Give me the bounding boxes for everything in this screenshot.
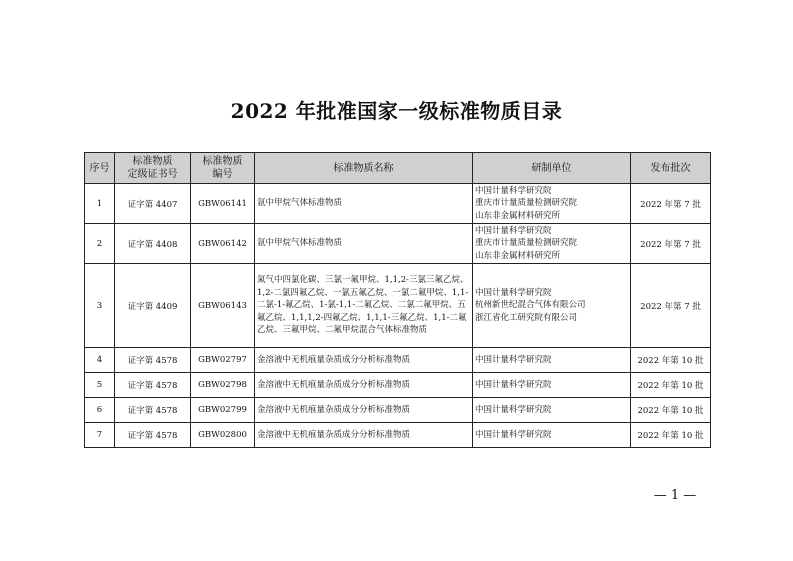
cell-developer xyxy=(473,423,631,448)
cell-developer xyxy=(473,224,631,264)
cell-certificate-no: 证字第 4408 xyxy=(115,224,191,264)
cell-material-name: 氩中甲烷气体标准物质 xyxy=(255,184,473,224)
table-row xyxy=(85,373,711,398)
cell-material-name: 金溶液中无机痕量杂质成分分析标准物质 xyxy=(255,348,473,373)
cell-material-name: 金溶液中无机痕量杂质成分分析标准物质 xyxy=(255,423,473,448)
header-certificate-no: 标准物质 定级证书号 xyxy=(115,153,191,184)
cell-serial-no: 4 xyxy=(85,348,115,373)
developer-name: 重庆市计量质量检测研究院 xyxy=(475,238,578,249)
table-row xyxy=(85,348,711,373)
cell-material-code: GBW02799 xyxy=(191,398,255,423)
developer-name: 浙江省化工研究院有限公司 xyxy=(475,312,578,323)
cell-material-code: GBW06143 xyxy=(191,264,255,348)
cell-batch: 2022 年第 10 批 xyxy=(631,423,711,448)
page-number: — 1 — xyxy=(653,488,697,503)
cell-developer xyxy=(473,184,631,224)
table-row xyxy=(85,224,711,264)
cell-serial-no: 7 xyxy=(85,423,115,448)
developer-name: 中国计量科学研究院 xyxy=(475,354,552,365)
cell-material-name: 金溶液中无机痕量杂质成分分析标准物质 xyxy=(255,373,473,398)
cell-material-code: GBW06142 xyxy=(191,224,255,264)
header-material-code: 标准物质 编号 xyxy=(191,153,255,184)
cell-batch: 2022 年第 7 批 xyxy=(631,264,711,348)
cell-material-code: GBW02798 xyxy=(191,373,255,398)
table-row xyxy=(85,184,711,224)
cell-certificate-no: 证字第 4578 xyxy=(115,348,191,373)
cell-material-code: GBW02797 xyxy=(191,348,255,373)
cell-serial-no: 5 xyxy=(85,373,115,398)
cell-serial-no: 1 xyxy=(85,184,115,224)
cell-certificate-no: 证字第 4409 xyxy=(115,264,191,348)
cell-developer xyxy=(473,264,631,348)
developer-name: 中国计量科学研究院 xyxy=(475,287,552,298)
developer-name: 重庆市计量质量检测研究院 xyxy=(475,198,578,209)
developer-name: 中国计量科学研究院 xyxy=(475,379,552,390)
developer-name: 山东非金属材料研究所 xyxy=(475,250,561,261)
developer-name: 中国计量科学研究院 xyxy=(475,185,552,196)
developer-name: 中国计量科学研究院 xyxy=(475,225,552,236)
cell-batch: 2022 年第 10 批 xyxy=(631,398,711,423)
cell-serial-no: 2 xyxy=(85,224,115,264)
developer-name: 山东非金属材料研究所 xyxy=(475,210,561,221)
header-developer: 研制单位 xyxy=(473,153,631,184)
header-batch: 发布批次 xyxy=(631,153,711,184)
cell-serial-no: 3 xyxy=(85,264,115,348)
table-header-row xyxy=(85,153,711,184)
catalog-table xyxy=(84,152,711,448)
page-title: 2022 年批准国家一级标准物质目录 xyxy=(230,99,563,123)
developer-name: 中国计量科学研究院 xyxy=(475,404,552,415)
cell-batch: 2022 年第 7 批 xyxy=(631,224,711,264)
cell-serial-no: 6 xyxy=(85,398,115,423)
cell-certificate-no: 证字第 4578 xyxy=(115,373,191,398)
cell-material-code: GBW02800 xyxy=(191,423,255,448)
cell-material-name: 氮气中四氯化碳、三氯一氟甲烷、1,1,2-三氯三氟乙烷、1,2-二氯四氟乙烷、一氯五氟乙烷、一氯二氟甲烷、1,1-二氯-1-氟乙烷、1-氯-1,1-二氟乙烷、二氯二氟甲烷、五氟乙烷、1,1,1,2-四氟乙烷、1,1,1-三氟乙烷、1,1-二氟乙烷、三氟甲烷、二氟甲烷混合气体标准物质 xyxy=(255,264,473,348)
cell-certificate-no: 证字第 4578 xyxy=(115,423,191,448)
header-material-name: 标准物质名称 xyxy=(255,153,473,184)
header-serial-no: 序号 xyxy=(85,153,115,184)
cell-certificate-no: 证字第 4578 xyxy=(115,398,191,423)
cell-batch: 2022 年第 7 批 xyxy=(631,184,711,224)
cell-developer xyxy=(473,398,631,423)
developer-name: 中国计量科学研究院 xyxy=(475,429,552,440)
cell-batch: 2022 年第 10 批 xyxy=(631,373,711,398)
cell-developer xyxy=(473,348,631,373)
cell-material-code: GBW06141 xyxy=(191,184,255,224)
table-row xyxy=(85,398,711,423)
developer-name: 杭州新世纪混合气体有限公司 xyxy=(475,300,586,311)
cell-certificate-no: 证字第 4407 xyxy=(115,184,191,224)
table-row xyxy=(85,423,711,448)
cell-material-name: 氩中甲烷气体标准物质 xyxy=(255,224,473,264)
cell-developer xyxy=(473,373,631,398)
cell-material-name: 金溶液中无机痕量杂质成分分析标准物质 xyxy=(255,398,473,423)
cell-batch: 2022 年第 10 批 xyxy=(631,348,711,373)
table-row xyxy=(85,264,711,348)
